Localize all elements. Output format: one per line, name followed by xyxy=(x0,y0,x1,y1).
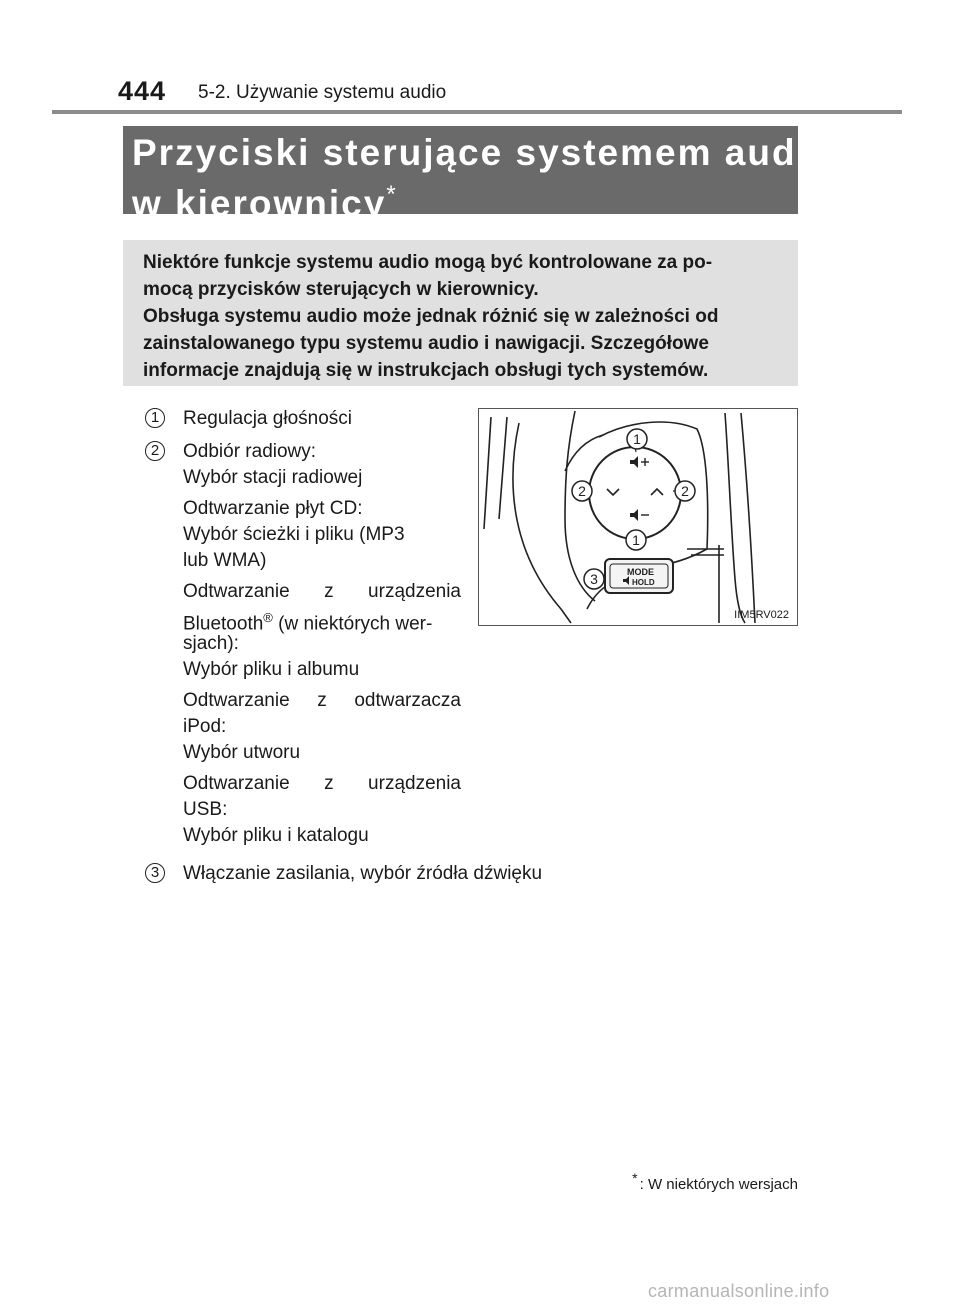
intro-line: zainstalowanego typu systemu audio i nawigacji. Szczegółowe xyxy=(143,333,709,354)
footnote xyxy=(632,1170,798,1193)
legend-text: Bluetooth xyxy=(183,613,264,635)
title-banner xyxy=(123,126,834,224)
asterisk-mark: * xyxy=(632,1170,638,1186)
legend-text: Odtwarzanie z odtwarzacza xyxy=(183,690,461,711)
steering-wheel-drawing xyxy=(479,409,797,625)
legend-text: Odbiór radiowy: xyxy=(183,441,317,462)
legend-text: Odtwarzanie płyt CD: xyxy=(183,498,363,519)
legend-text: Wybór pliku i katalogu xyxy=(183,825,369,846)
callout-number: 2 xyxy=(681,483,689,499)
header-divider xyxy=(52,110,902,114)
page-title-line-1: Przyciski sterujące systemem audio xyxy=(132,132,834,173)
legend-text: Odtwarzanie z urządzenia xyxy=(183,581,461,602)
intro-line: Niektóre funkcje systemu audio mogą być kontrolowane za po- xyxy=(143,252,713,273)
callout-number: 3 xyxy=(590,571,598,587)
figure-code: IIM5RV022 xyxy=(734,609,789,621)
number-marker: 2 xyxy=(145,441,165,461)
steering-switch-figure xyxy=(478,408,798,626)
number-marker: 1 xyxy=(145,408,165,428)
legend-text: Włączanie zasilania, wybór źródła dźwięku xyxy=(183,863,543,884)
callout-number: 2 xyxy=(578,483,586,499)
legend-text-bluetooth xyxy=(183,606,432,635)
page-number: 444 xyxy=(118,76,167,106)
legend-text: iPod: xyxy=(183,716,227,737)
callout-number: 1 xyxy=(632,532,640,548)
legend-text: Odtwarzanie z urządzenia xyxy=(183,773,461,794)
page-title-text: w kierownicy xyxy=(132,183,387,224)
intro-line: Obsługa systemu audio może jednak różnić się w zależności od xyxy=(143,306,719,327)
intro-box xyxy=(123,240,798,386)
legend-text: Wybór utworu xyxy=(183,742,301,763)
registered-mark: ® xyxy=(263,610,273,625)
intro-line: informacje znajdują się w instrukcjach obsługi tych systemów. xyxy=(143,360,709,381)
watermark: carmanualsonline.info xyxy=(648,1281,830,1301)
hold-label: HOLD xyxy=(632,578,655,587)
legend-text: Wybór stacji radiowej xyxy=(183,467,363,488)
legend-text: USB: xyxy=(183,799,228,820)
callout-number: 1 xyxy=(633,431,641,447)
section-title: 5-2. Używanie systemu audio xyxy=(198,82,447,103)
legend-text: Regulacja głośności xyxy=(183,408,352,429)
number-marker: 3 xyxy=(145,863,165,883)
page-title-line-2 xyxy=(132,174,798,225)
legend-text: Wybór pliku i albumu xyxy=(183,659,360,680)
mode-label: MODE xyxy=(627,567,654,577)
page-header xyxy=(0,0,960,115)
footnote-text: : W niektórych wersjach xyxy=(639,1176,798,1193)
legend-text: sjach): xyxy=(183,633,239,654)
legend-text: (w niektórych wer- xyxy=(272,613,433,635)
legend-text: lub WMA) xyxy=(183,550,267,571)
legend-text: Wybór ścieżki i pliku (MP3 xyxy=(183,524,405,545)
asterisk-mark: * xyxy=(386,181,396,208)
intro-line: mocą przycisków sterujących w kierownicy. xyxy=(143,279,539,300)
